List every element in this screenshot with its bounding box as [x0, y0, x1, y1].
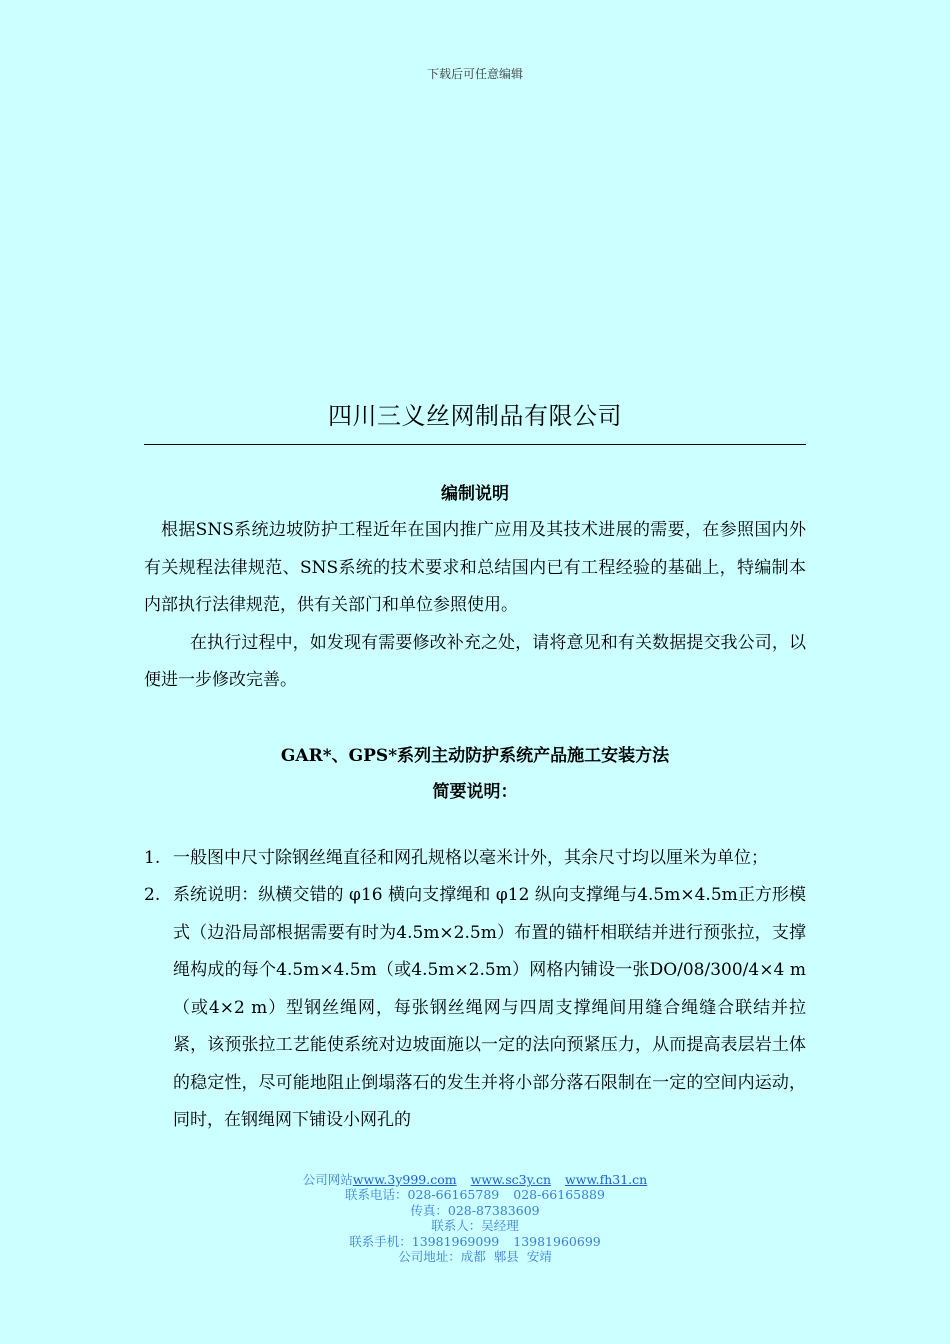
preface-heading: 编制说明 [441, 484, 509, 504]
mobile-number-2: 13981960699 [513, 1233, 601, 1249]
mobile-label: 联系手机： [349, 1233, 412, 1249]
footer-contact-line [0, 1218, 950, 1233]
list-item-text: 系统说明：纵横交错的 φ16 横向支撑绳和 φ12 纵向支撑绳与4.5m×4.5m正方形模式（边沿局部根据需要有时为4.5m×2.5m）布置的锚杆相联结并进行预张拉，支撑绳构成的每个4.5m×4.5m（或4.5m×2.5m）网格内铺设一张DO/08/300/4×4 m（或4×2 m）型钢丝绳网，每张钢丝绳网与四周支撑绳间用缝合绳缝合联结并拉紧，该预张拉工艺能使系统对边坡面施以一定的法向预紧压力，从而提高表层岩土体的稳定性，尽可能地阻止倒塌落石的发生并将小部分落石限制在一定的空间内运动，同时，在钢绳网下铺设小网孔的 [173, 885, 806, 1130]
spacer [144, 700, 806, 738]
company-contact-footer [0, 1172, 950, 1264]
contact-label: 联系人： [431, 1218, 482, 1234]
phone-label: 联系电话： [345, 1187, 408, 1203]
footer-fax-line [0, 1203, 950, 1218]
website-label: 公司网站 [302, 1172, 353, 1187]
footer-phone-line [0, 1187, 950, 1202]
website-link-2[interactable]: www.sc3y.cn [470, 1172, 552, 1187]
preface-paragraph-2: 在执行过程中，如发现有需要修改补充之处，请将意见和有关数据提交我公司，以便进一步修改完善。 [144, 632, 806, 690]
list-item-number: 1. [144, 847, 161, 868]
document-body [144, 476, 806, 1140]
method-subheading: 简要说明： [432, 781, 518, 802]
list-item [144, 840, 806, 878]
preface-paragraph-1: 根据SNS系统边坡防护工程近年在国内推广应用及其技术进展的需要，在参照国内外有关规程法律规范、SNS系统的技术要求和总结国内已有工程经验的基础上，特编制本内部执行法律规范，供有关部门和单位参照使用。 [144, 520, 806, 615]
phone-number-1: 028-66165789 [407, 1187, 500, 1203]
contact-person: 吴经理 [481, 1218, 519, 1234]
address-label: 公司地址： [398, 1249, 461, 1265]
list-item-number: 2. [144, 885, 161, 905]
spacer [144, 810, 806, 840]
company-title: 四川三义丝网制品有限公司 [328, 402, 622, 430]
footer-websites-line [0, 1172, 950, 1187]
fax-label: 传真： [410, 1202, 448, 1218]
header-note: 下载后可任意编辑 [426, 67, 523, 81]
fax-number: 028-87383609 [447, 1202, 540, 1218]
mobile-number-1: 13981969099 [411, 1233, 500, 1249]
footer-address-line [0, 1249, 950, 1264]
website-link-3[interactable]: www.fh31.cn [565, 1172, 648, 1187]
company-address: 成都 郫县 安靖 [460, 1249, 552, 1265]
title-divider [144, 444, 806, 445]
list-item-text: 一般图中尺寸除钢丝绳直径和网孔规格以毫米计外，其余尺寸均以厘米为单位； [173, 847, 768, 868]
footer-mobile-line [0, 1234, 950, 1249]
website-link-1[interactable]: www.3y999.com [352, 1172, 457, 1187]
method-list [144, 840, 806, 1140]
list-item [144, 877, 806, 1140]
phone-number-2: 028-66165889 [513, 1187, 605, 1203]
method-heading: GAR*、GPS*系列主动防护系统产品施工安装方法 [280, 745, 670, 766]
